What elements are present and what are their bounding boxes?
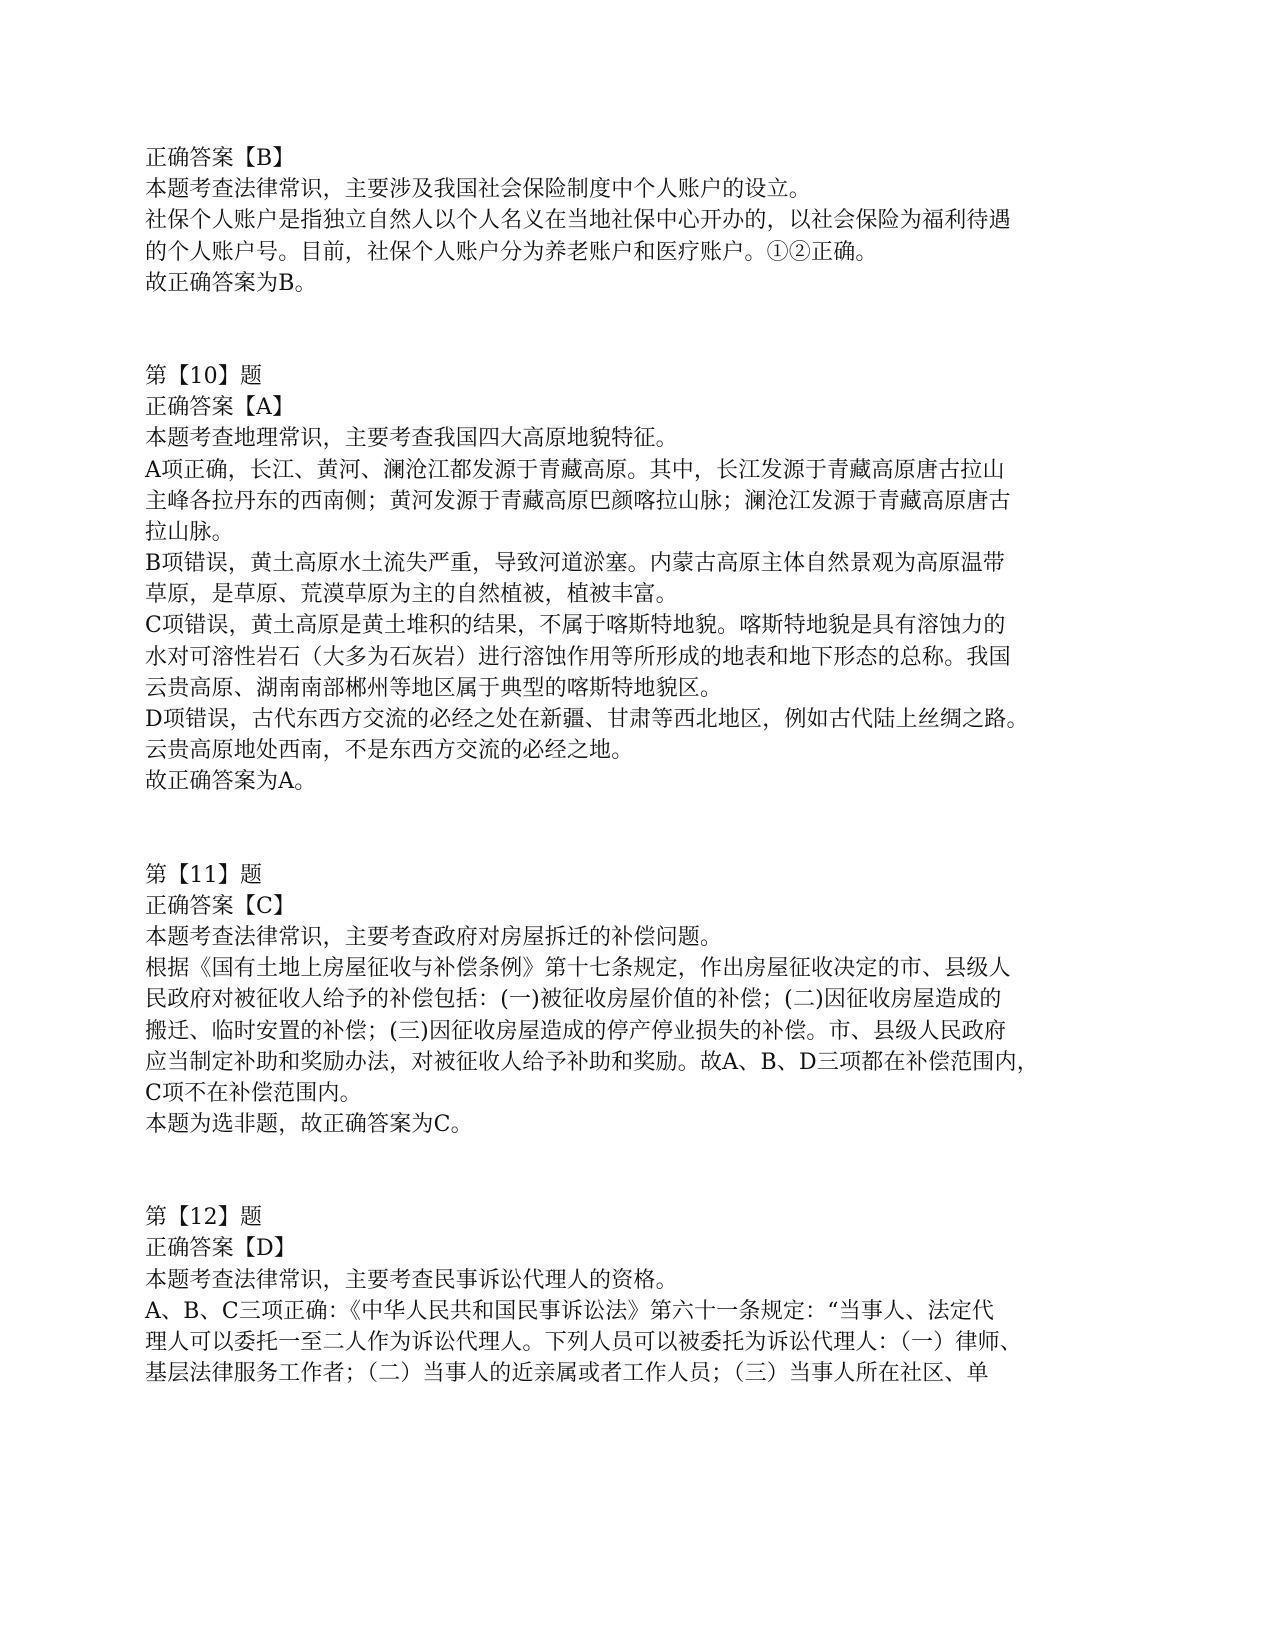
explanation-line: C项错误，黄土高原是黄土堆积的结果，不属于喀斯特地貌。喀斯特地貌是具有溶蚀力的	[145, 613, 1006, 639]
answer-section-9	[145, 143, 1105, 299]
explanation-line: 本题考查法律常识，主要涉及我国社会保险制度中个人账户的设立。	[145, 177, 812, 203]
explanation-line: 拉山脉。	[145, 519, 234, 545]
section-spacer	[145, 1140, 1105, 1202]
explanation-line: 基层法律服务工作者；（二）当事人的近亲属或者工作人员；（三）当事人所在社区、单	[145, 1361, 989, 1387]
explanation-line: 水对可溶性岩石（大多为石灰岩）进行溶蚀作用等所形成的地表和地下形态的总称。我国	[145, 644, 1011, 670]
explanation-line: 本题考查地理常识，主要考查我国四大高原地貌特征。	[145, 426, 678, 452]
section-spacer	[145, 798, 1105, 860]
question-label: 第【12】题	[145, 1205, 263, 1231]
answer-label: 正确答案【A】	[145, 395, 295, 421]
explanation-line: B项错误，黄土高原水土流失严重，导致河道淤塞。内蒙古高原主体自然景观为高原温带	[145, 551, 1005, 577]
explanation-line: A项正确，长江、黄河、澜沧江都发源于青藏高原。其中，长江发源于青藏高原唐古拉山	[145, 457, 1005, 483]
explanation-line: 本题考查法律常识，主要考查政府对房屋拆迁的补偿问题。	[145, 924, 723, 950]
explanation-line: 草原，是草原、荒漠草原为主的自然植被，植被丰富。	[145, 582, 678, 608]
answer-label: 正确答案【D】	[145, 1236, 297, 1262]
explanation-line: 云贵高原地处西南，不是东西方交流的必经之地。	[145, 738, 634, 764]
explanation-line: 应当制定补助和奖励办法，对被征收人给予补助和奖励。故A、B、D三项都在补偿范围内，	[145, 1049, 1039, 1075]
conclusion-line: 本题为选非题，故正确答案为C。	[145, 1112, 473, 1138]
question-label: 第【11】题	[145, 862, 263, 888]
answer-label: 正确答案【C】	[145, 893, 296, 919]
conclusion-line: 故正确答案为B。	[145, 270, 317, 296]
answer-label: 正确答案【B】	[145, 146, 295, 171]
explanation-line: 主峰各拉丹东的西南侧；黄河发源于青藏高原巴颜喀拉山脉；澜沧江发源于青藏高原唐古	[145, 488, 1011, 514]
question-label: 第【10】题	[145, 363, 263, 389]
conclusion-line: 故正确答案为A。	[145, 769, 317, 795]
explanation-line: 理人可以委托一至二人作为诉讼代理人。下列人员可以被委托为诉讼代理人：（一）律师、	[145, 1330, 1023, 1355]
answer-section-10	[145, 361, 1105, 798]
document-page	[145, 143, 1105, 1389]
explanation-line: A、B、C三项正确：《中华人民共和国民事诉讼法》第六十一条规定：“当事人、法定代	[145, 1298, 995, 1324]
explanation-line: D项错误，古代东西方交流的必经之处在新疆、甘肃等西北地区，例如古代陆上丝绸之路。	[145, 707, 1029, 732]
explanation-line: 的个人账户号。目前，社保个人账户分为养老账户和医疗账户。①②正确。	[145, 239, 878, 265]
section-spacer	[145, 299, 1105, 361]
answer-section-12	[145, 1202, 1105, 1389]
explanation-line: 根据《国有土地上房屋征收与补偿条例》第十七条规定，作出房屋征收决定的市、县级人	[145, 956, 1011, 982]
answer-section-11	[145, 860, 1105, 1141]
explanation-line: 民政府对被征收人给予的补偿包括：(一)被征收房屋价值的补偿；(二)因征收房屋造成的	[145, 987, 1002, 1013]
explanation-line: 云贵高原、湖南南部郴州等地区属于典型的喀斯特地貌区。	[145, 675, 723, 701]
explanation-line: 搬迁、临时安置的补偿；(三)因征收房屋造成的停产停业损失的补偿。市、县级人民政府	[145, 1018, 1007, 1044]
explanation-line: 本题考查法律常识，主要考查民事诉讼代理人的资格。	[145, 1267, 678, 1293]
explanation-line: C项不在补偿范围内。	[145, 1080, 362, 1106]
explanation-line: 社保个人账户是指独立自然人以个人名义在当地社保中心开办的，以社会保险为福利待遇	[145, 208, 1011, 234]
